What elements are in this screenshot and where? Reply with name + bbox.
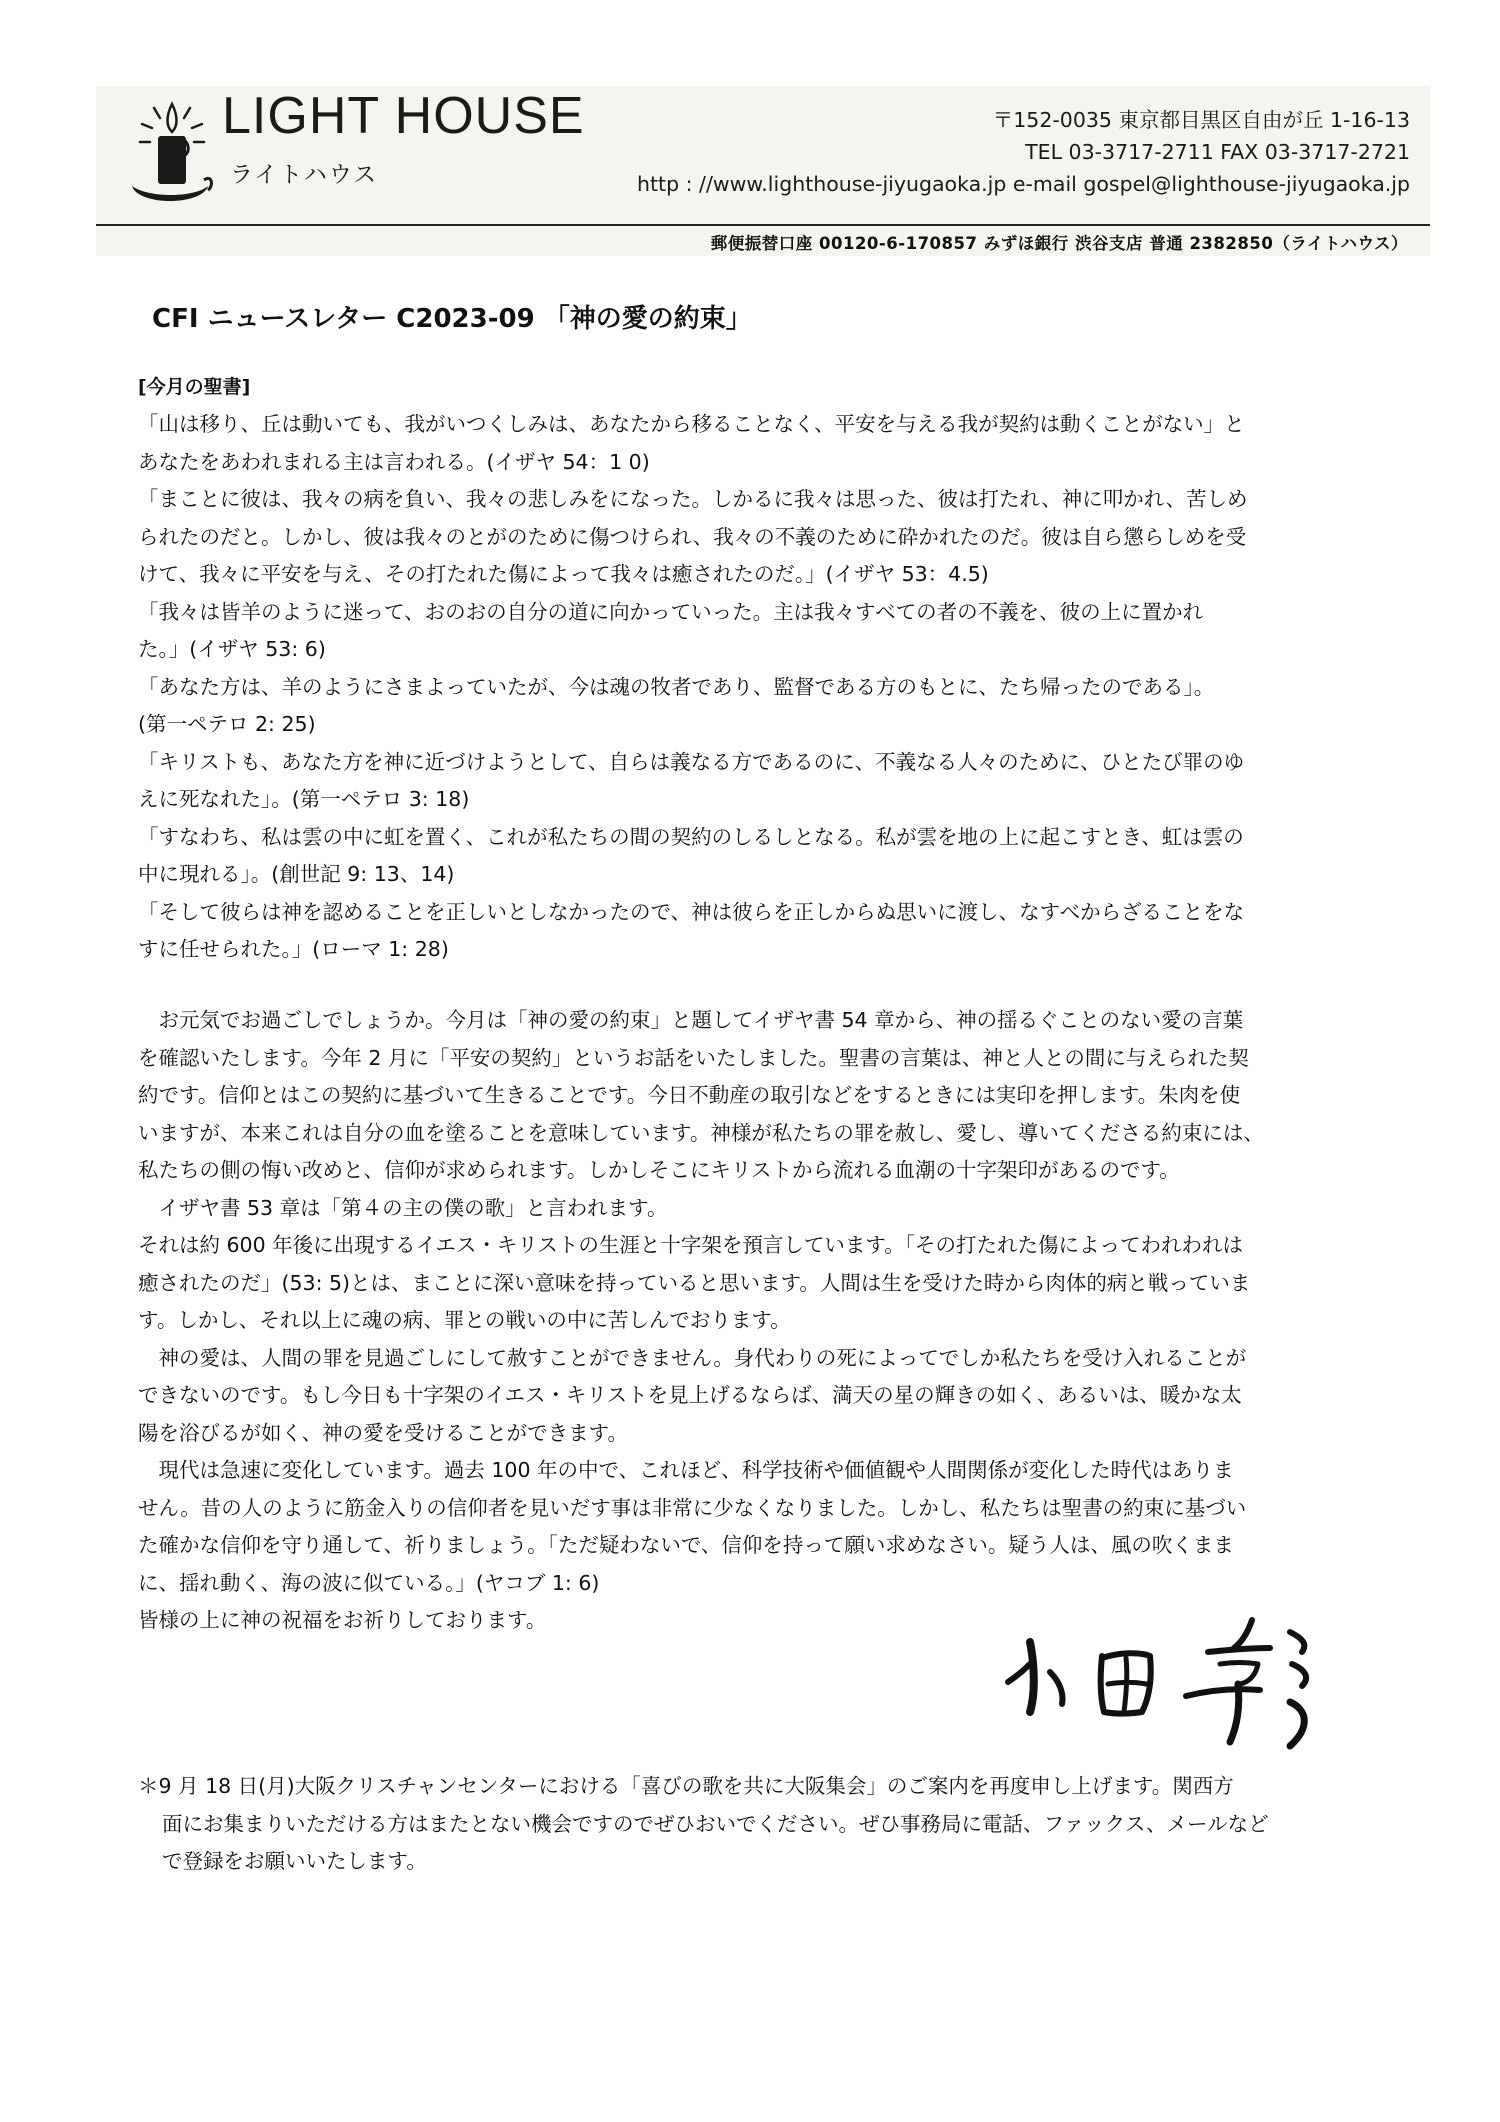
bank-info: 郵便振替口座 00120-6-170857 みずほ銀行 渋谷支店 普通 2382850（ライトハウス） xyxy=(710,234,1408,253)
newsletter-title: CFI ニュースレター C2023-09 「神の愛の約束」 xyxy=(152,304,752,334)
brand-name: LIGHT HOUSE xyxy=(222,87,585,145)
scripture-line: けて、我々に平安を与え、その打たれた傷によって我々は癒されたのだ。」(イザヤ 53：4.5) xyxy=(138,562,989,586)
address: 〒152-0035 東京都目黒区自由が丘 1-16-13 xyxy=(992,108,1410,132)
body-line: に、揺れ動く、海の波に似ている。」(ヤコブ 1: 6) xyxy=(138,1570,600,1595)
body-line: す。しかし、それ以上に魂の病、罪との戦いの中に苦しんでおります。 xyxy=(138,1308,791,1332)
notice-line: で登録をお願いいたします。 xyxy=(162,1849,427,1873)
event-notice xyxy=(138,1768,1388,1881)
tel-fax: TEL 03-3717-2711 FAX 03-3717-2721 xyxy=(1025,140,1410,164)
scripture-line: 「そして彼らは神を認めることを正しいとしなかったので、神は彼らを正しからぬ思いに渡し、なすべからざることをな xyxy=(138,899,1245,924)
candle-logo-icon xyxy=(124,94,214,214)
scripture-line: 「我々は皆羊のように迷って、おのおの自分の道に向かっていった。主は我々すべての者の不義を、彼の上に置かれ xyxy=(138,599,1204,624)
scripture-line: えに死なれた」。(第一ペテロ 3: 18) xyxy=(138,787,470,811)
letterhead xyxy=(96,86,1430,224)
body-line: 皆様の上に神の祝福をお祈りしております。 xyxy=(138,1608,547,1632)
scripture-line: 「すなわち、私は雲の中に虹を置く、これが私たちの間の契約のしるしとなる。私が雲を地の上に起こすとき、虹は雲の xyxy=(138,824,1244,849)
body-line: た確かな信仰を守り通して、祈りましょう。「ただ疑わないで、信仰を持って願い求めなさい。疑う人は、風の吹くまま xyxy=(138,1533,1234,1557)
scripture-line: 「あなた方は、羊のようにさまよっていたが、今は魂の牧者であり、監督である方のもとに、たち帰ったのである」。 xyxy=(138,674,1215,699)
scripture-line: 「キリストも、あなた方を神に近づけようとして、自らは義なる方であるのに、不義なる人々のために、ひとたび罪のゆ xyxy=(138,749,1245,774)
scripture-heading: [今月の聖書] xyxy=(138,376,251,398)
body-text xyxy=(138,1002,1378,1640)
body-line: 約です。信仰とはこの契約に基づいて生きることです。今日不動産の取引などをするときには実印を押します。朱肉を使 xyxy=(138,1083,1241,1107)
scripture-line: 「山は移り、丘は動いても、我がいつくしみは、あなたから移ることなく、平安を与える我が契約は動くことがない」と xyxy=(138,412,1245,436)
body-line: せん。昔の人のように筋金入りの信仰者を見いだす事は非常に少なくなりました。しかし、私たちは聖書の約束に基づい xyxy=(138,1495,1247,1520)
body-line: 現代は急速に変化しています。過去 100 年の中で、これほど、科学技術や価値観や人間関係が変化した時代はありま xyxy=(138,1458,1234,1482)
body-line: 癒されたのだ」(53: 5)とは、まことに深い意味を持っていると思います。人間は生を受けた時から肉体的病と戦っていま xyxy=(138,1270,1251,1295)
scripture-section xyxy=(138,406,1378,969)
body-line: 陽を浴びるが如く、神の愛を受けることができます。 xyxy=(138,1420,628,1445)
scripture-line: た。」(イザヤ 53: 6) xyxy=(138,637,326,661)
scripture-line: すに任せられた。」(ローマ 1: 28) xyxy=(138,937,449,961)
scripture-line: られたのだと。しかし、彼は我々のとがのために傷つけられ、我々の不義のために砕かれたのだ。彼は自ら懲らしめを受 xyxy=(138,524,1247,549)
scripture-line: 中に現れる」。(創世記 9: 13、14) xyxy=(138,862,455,886)
body-line: それは約 600 年後に出現するイエス・キリストの生涯と十字架を預言しています。「その打たれた傷によってわれわれは xyxy=(138,1233,1244,1257)
body-line: いますが、本来これは自分の血を塗ることを意味しています。神様が私たちの罪を赦し、愛し、導いてくださる約束には、 xyxy=(138,1120,1264,1145)
body-line: お元気でお過ごしでしょうか。今月は「神の愛の約束」と題してイザヤ書 54 章から、神の揺るぐことのない愛の言葉 xyxy=(138,1008,1244,1032)
notice-line: ＊9 月 18 日(月)大阪クリスチャンセンターにおける「喜びの歌を共に大阪集会」のご案内を再度申し上げます。関西方 xyxy=(138,1774,1234,1798)
brand-kana: ライトハウス xyxy=(230,162,379,188)
body-line: を確認いたします。今年 2 月に「平安の契約」というお話をいたしました。聖書の言葉は、神と人との間に与えられた契 xyxy=(138,1045,1249,1070)
bank-info-bar xyxy=(96,224,1430,256)
web-email[interactable]: http : //www.lighthouse-jiyugaoka.jp e-mail gospel@lighthouse-jiyugaoka.jp xyxy=(637,172,1410,196)
notice-line: 面にお集まりいただける方はまたとない機会ですのでぜひおいでください。ぜひ事務局に電話、ファックス、メールなど xyxy=(162,1811,1269,1836)
scripture-line: あなたをあわれまれる主は言われる。(イザヤ 54：1 0) xyxy=(138,449,650,474)
scripture-line: (第一ペテロ 2: 25) xyxy=(138,712,316,736)
scripture-line: 「まことに彼は、我々の病を負い、我々の悲しみをになった。しかるに我々は思った、彼は打たれ、神に叩かれ、苦しめ xyxy=(138,487,1248,511)
body-line: できないのです。もし今日も十字架のイエス・キリストを見上げるならば、満天の星の輝きの如く、あるいは、暖かな太 xyxy=(138,1383,1242,1407)
body-line: 神の愛は、人間の罪を見過ごしにして赦すことができません。身代わりの死によってでしか私たちを受け入れることが xyxy=(138,1345,1247,1370)
body-line: 私たちの側の悔い改めと、信仰が求められます。しかしそこにキリストから流れる血潮の十字架印があるのです。 xyxy=(138,1158,1180,1182)
body-line: イザヤ書 53 章は「第４の主の僕の歌」と言われます。 xyxy=(138,1195,668,1220)
handwritten-signature xyxy=(990,1612,1370,1752)
contact-block xyxy=(637,104,1410,196)
